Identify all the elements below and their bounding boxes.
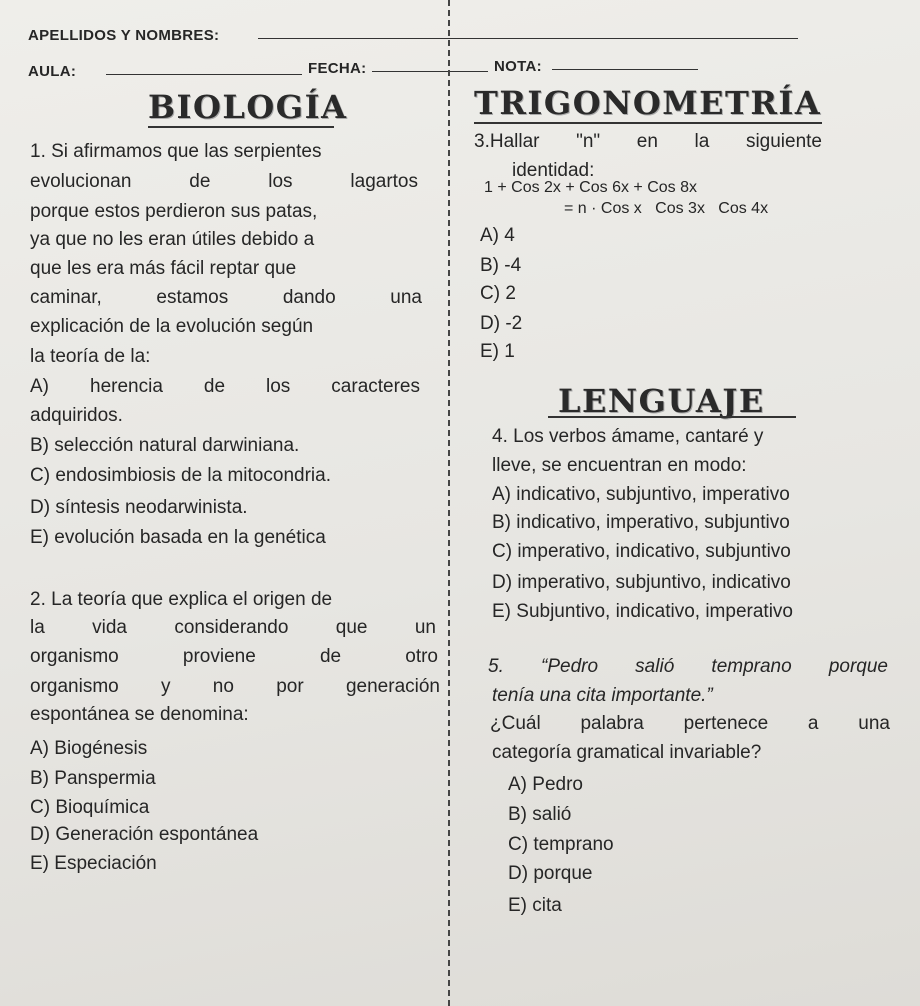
q1-line: caminar, estamos dando una: [30, 287, 422, 308]
column-divider: [448, 0, 450, 1006]
q5-quote: tenía una cita importante.”: [492, 685, 713, 706]
q3-equation-line2: = n · Cos x Cos 3x Cos 4x: [564, 200, 769, 217]
q4-option-c: C) imperativo, indicativo, subjuntivo: [492, 541, 791, 562]
q4-option-a: A) indicativo, subjuntivo, imperativo: [492, 484, 790, 505]
q4-option-e: E) Subjuntivo, indicativo, imperativo: [492, 601, 793, 622]
q5-option-c: C) temprano: [508, 834, 614, 855]
q1-option-d: D) síntesis neodarwinista.: [30, 497, 248, 518]
fecha-line: [372, 71, 488, 72]
q3-option-c: C) 2: [480, 283, 516, 304]
fecha-label: FECHA:: [308, 60, 367, 77]
q3-equation-line1: 1 + Cos 2x + Cos 6x + Cos 8x: [484, 179, 697, 196]
q5-line: categoría gramatical invariable?: [492, 742, 762, 763]
q2-line: organismo proviene de otro: [30, 646, 438, 667]
q2-line: organismo y no por generación: [30, 676, 440, 697]
q2-option-b: B) Panspermia: [30, 768, 156, 789]
q5-quote: 5. “Pedro salió temprano porque: [488, 656, 888, 677]
q1-line: porque estos perdieron sus patas,: [30, 201, 318, 222]
q1-line: ya que no les eran útiles debido a: [30, 229, 315, 250]
trigonometria-underline: [474, 122, 822, 124]
q1-option-b: B) selección natural darwiniana.: [30, 435, 300, 456]
q4-line: lleve, se encuentran en modo:: [492, 455, 747, 476]
nota-label: NOTA:: [494, 58, 542, 75]
q5-option-e: E) cita: [508, 895, 562, 916]
lenguaje-underline: [548, 416, 796, 418]
q1-option-a-cont: adquiridos.: [30, 405, 123, 426]
trigonometria-title: TRIGONOMETRÍA: [474, 84, 822, 122]
lenguaje-title: LENGUAJE: [558, 382, 765, 420]
q4-option-b: B) indicativo, imperativo, subjuntivo: [492, 512, 790, 533]
q3-option-d: D) -2: [480, 313, 523, 334]
q4-option-d: D) imperativo, subjuntivo, indicativo: [492, 572, 791, 593]
biologia-underline: [148, 126, 334, 128]
q1-option-e: E) evolución basada en la genética: [30, 527, 326, 548]
q5-line: ¿Cuál palabra pertenece a una: [490, 713, 890, 734]
biologia-title: BIOLOGÍA: [148, 88, 348, 126]
q1-line: 1. Si afirmamos que las serpientes: [30, 141, 322, 162]
q1-option-c: C) endosimbiosis de la mitocondria.: [30, 465, 331, 486]
aula-line: [106, 74, 302, 75]
q2-line: 2. La teoría que explica el origen de: [30, 589, 333, 610]
apellidos-label: APELLIDOS Y NOMBRES:: [28, 27, 220, 44]
q1-line: evolucionan de los lagartos: [30, 171, 418, 192]
q2-line: espontánea se denomina:: [30, 704, 249, 725]
q5-option-b: B) salió: [508, 804, 572, 825]
q4-line: 4. Los verbos ámame, cantaré y: [492, 426, 764, 447]
q2-option-a: A) Biogénesis: [30, 738, 148, 759]
aula-label: AULA:: [28, 63, 77, 80]
q2-option-d: D) Generación espontánea: [30, 824, 259, 845]
q1-line: la teoría de la:: [30, 346, 151, 367]
q3-line: identidad:: [512, 160, 595, 181]
q1-line: explicación de la evolución según: [30, 316, 314, 337]
q2-option-e: E) Especiación: [30, 853, 157, 874]
q3-option-e: E) 1: [480, 341, 515, 362]
q3-option-a: A) 4: [480, 225, 515, 246]
q5-option-a: A) Pedro: [508, 774, 583, 795]
q1-option-a: A) herencia de los caracteres: [30, 376, 420, 397]
q2-line: la vida considerando que un: [30, 617, 436, 638]
q3-option-b: B) -4: [480, 255, 522, 276]
q2-option-c: C) Bioquímica: [30, 797, 150, 818]
q5-option-d: D) porque: [508, 863, 593, 884]
nota-line: [552, 69, 698, 70]
q3-line: 3.Hallar "n" en la siguiente: [474, 131, 822, 152]
q1-line: que les era más fácil reptar que: [30, 258, 297, 279]
apellidos-line: [258, 38, 798, 39]
